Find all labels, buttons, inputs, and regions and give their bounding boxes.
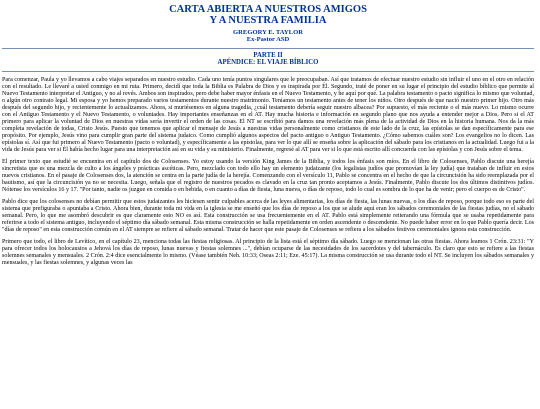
- body-paragraph: El primer texto que estudié se encuentra en el capítulo dos de Colosenses. Yo estoy usando la versión King James de la Biblia, y todos los énfasis son míos. En el libro de Colosenses, Pablo discute una herejía sincretista que es una mezcla de culto a los ángeles y prácticas ascéticas. Pero, mezclado con todo ello hay un elemento judaizante (los legalistas judíos que promovían la ley judía) que trataban de influir en estos nuevos cristianos. En el pasaje de Colosenses dos, la atención se centra en la parte judía de la herejía. Comenzando con el versículo 11, Pablo se concentra en el hecho de que la circuncisión ha sido reemplazada por el bautismo, así que la circuncisión ya no se necesita. Luego, señala que el registro de nuestros pecados es clavado en la cruz tan pronto aceptamos a Jesús. Finalmente, Pablo discute los dos últimos distintivos judíos. Nótense los versículos 16 y 17. "Por tanto, nadie os juzgue en comida o en bebida, o en cuanto a días de fiesta, luna nueva, o días de reposo, todo lo cual es sombra de lo que ha de venir; pero el cuerpo es de Cristo".: [2, 159, 534, 194]
- author-name: GREGORY E. TAYLOR: [233, 29, 303, 36]
- divider: [2, 48, 534, 49]
- part-heading: PARTE II: [253, 51, 283, 59]
- document-title: [2, 4, 534, 26]
- body-paragraph: Pablo dice que los colosenses no debían permitir que estos judaizantes les hiciesen sentir culpables acerca de las leyes alimentarias, los días de fiesta, las lunas nuevas, o los días de reposo, porque todo eso es parte del sistema que prefiguraba o apuntaba a Cristo. Ahora bien, durante toda mi vida en la iglesia se me enseñó que los días de reposo a los que se alude aquí eran los sábados ceremoniales de las fiestas judías, no el sábado semanal. Pero, lo que me asombró descubrir es que claramente esto NO es así. Esta construcción se usa frecuentemente en el AT. Pablo está simplemente reiterando una fórmula que se usaba repetidamente para referirse a todo el sistema antiguo, incluyendo el séptimo día sábado semanal. Esta misma construcción se halla repetidamente en orden ascendente o descendente. No puede haber error en lo que Pablo quería decir. Los "días de reposo" en esta construcción común en el AT siempre se refiere al sábado semanal. Tratar de hacer que este pasaje de Colosenses se refiera a los sábados festivos ceremoniales ignora esta construcción.: [2, 199, 534, 234]
- document-page: [0, 4, 536, 267]
- appendix-heading: APÉNDICE: EL VIAJE BÍBLICO: [217, 59, 319, 67]
- author-role: Ex-Pastor ASD: [246, 36, 290, 44]
- divider: [2, 71, 534, 72]
- section-heading: [2, 52, 534, 67]
- body-paragraph: Para comenzar, Paula y yo llevamos a cabo viajes separados en nuestro estudio. Cada uno tenía puntos singulares que le preocupaban. Así que tratamos de efectuar nuestro estudio sin influir el uno en el otro en relación con el resultado. Le llevaré a usted conmigo en mi ruta. Primero, decidí que toda la Biblia es Palabra de Dios y es inspirada por Él. Segundo, traté de poner en su lugar el principio del estudio bíblico que permite al Nuevo Testamento interpretar el Antiguo, y no al revés. Ambos son inspirados, pero debe haber mayor énfasis en el Nuevo Testamento, y he aquí por qué. La palabra testamento o pacto significa lo mismo que voluntad, o algún otro contrato legal. Mi esposa y yo hemos preparado varios testamentos durante nuestro matrimonio. Teníamos un testamento antes de tener los niños. Otro después de que nació nuestro primer hijo. Otro más después del segundo hijo, y recientemente lo actualizamos. Ahora, si muriésemos en alguna tragedia, ¿cuál testamento debería seguir nuestro albacea? Por supuesto, el más reciente o el más nuevo. Lo mismo ocurre con el Antiguo Testamento y el Nuevo Testamento, o voluntades. Hay importantes enseñanzas en el AT. Hay mucha historia e información en segundo plano que nos ayuda a entender mejor a Dios. Pero si el AT primero para aplicar la voluntad de Dios en nuestras vidas sería invertir el orden de las cosas. El NT se escribió para damos una revelación más plena de la actividad de Dios en la historia humana. Nos da la más completa revelación de todas, Cristo Jesús. Puesto que tenemos que aplicar el mensaje de Jesús a nuestras vidas personalmente como cristianos de este lado de la cruz, las epístolas se dan específicamente para ese propósito. Por ejemplo, Jesús vino para cumplir gran parte del sistema judaico. Como cumplió algunos aspectos del pacto antiguo o Antiguo Testamento. ¿Cómo sabemos cuáles son? Los evangelios no lo dicen. Las epístolas sí. Así que fui primero al Nuevo Testamento (pacto o voluntad), y específicamente a las epístolas, para ver lo que allí se enseña sobre la aplicación del sábado para los cristianos en la actualidad. Luego fui a la vida de Jesús para ver si Él había hecho lugar para una interpretación así en su vida y su ministerio. Finalmente, regresé al AT para ver si lo que está escrito allí concuerda con las epístolas y con Jesús sobre el tema.: [2, 77, 534, 154]
- title-line-1: CARTA ABIERTA A NUESTROS AMIGOS: [169, 4, 367, 15]
- author-block: [2, 29, 534, 44]
- title-line-2: Y A NUESTRA FAMILIA: [209, 15, 327, 26]
- body-paragraph: Primero que todo, el libro de Levítico, en el capítulo 23, menciona todas las fiestas religiosas. Al principio de la lista está el séptimo día sábado. Luego se mencionan las otras fiestas. Ahora leamos 1 Crón. 23:31: "Y para ofrecer todos los holocaustos a Jehová los días de reposo, lunas nuevas y fiestas solemnes ...", debían ocuparse de las necesidades de los sacerdotes y del tabernáculo. Es claro que esto se refiere a las fiestas solemnes semanales y mensuales. 2 Crón. 2:4 dice esencialmente lo mismo. (Véase también Neh. 10:33; Oseas 2:11; Eze. 45:17). La misma construcción se usa durante todo el NT. Se incluyen los sábados semanales y mensuales, y las fiestas solemnes, y algunas veces las: [2, 239, 534, 267]
